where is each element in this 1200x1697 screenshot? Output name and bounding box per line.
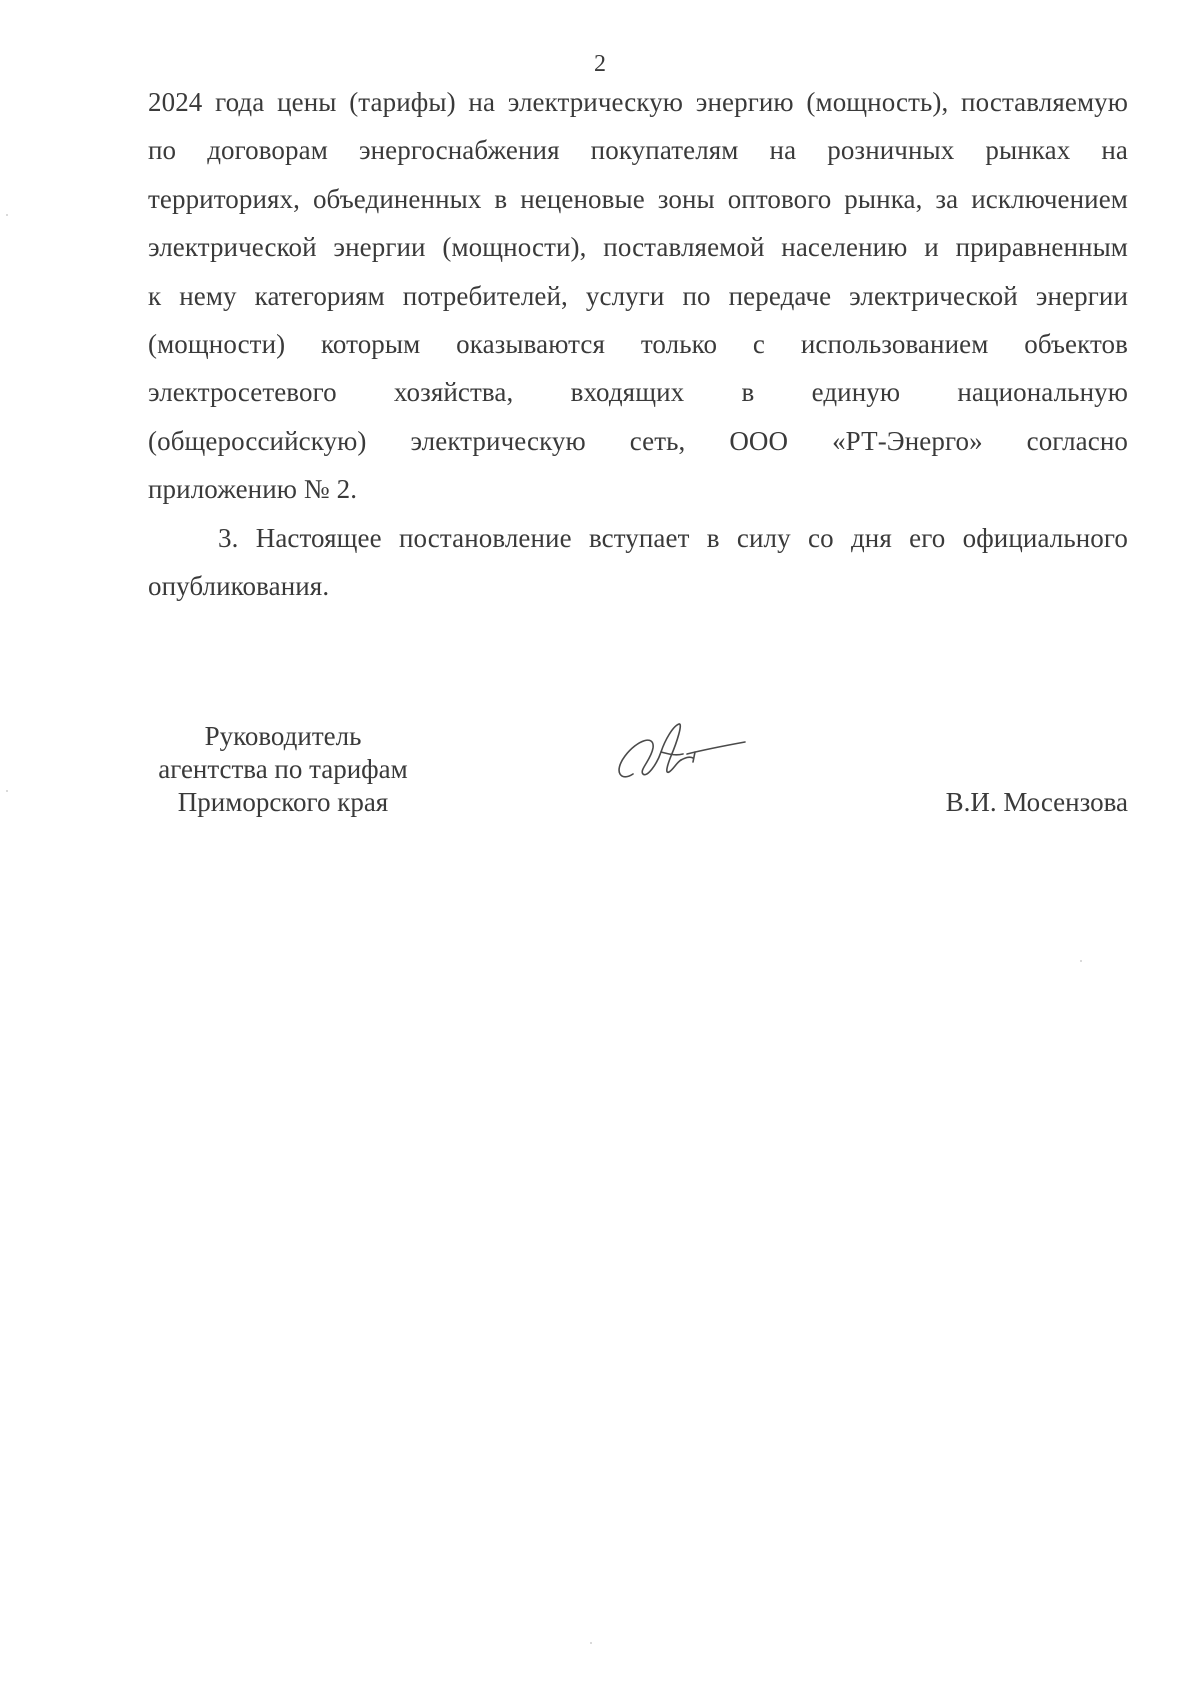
text-line: электрической энергии (мощности), поставляемой населению и приравненным <box>148 232 1128 263</box>
text-line: к нему категориям потребителей, услуги по передаче электрической энергии <box>148 280 1128 311</box>
handwritten-signature <box>603 712 753 802</box>
position-title-line: Приморского края <box>177 787 389 817</box>
text-line: территориях, объединенных в неценовые зоны оптового рынка, за исключением <box>148 183 1128 214</box>
position-title-line: Руководитель <box>204 721 362 751</box>
signature-block <box>148 720 1128 840</box>
text-line: опубликования. <box>148 570 330 601</box>
signer-name: В.И. Мосензова <box>945 787 1128 817</box>
text-line: (общероссийскую) электрическую сеть, ООО «РТ-Энерго» согласно <box>148 425 1128 456</box>
scan-artifact <box>6 790 8 792</box>
document-body <box>148 78 1128 610</box>
scan-artifact <box>6 214 8 216</box>
position-title-line: агентства по тарифам <box>158 754 408 784</box>
scan-artifact <box>1080 960 1082 962</box>
page-number: 2 <box>594 51 606 77</box>
text-line: (мощности) которым оказываются только с использованием объектов <box>148 328 1128 359</box>
scan-artifact <box>590 1642 592 1644</box>
text-line: электросетевого хозяйства, входящих в единую национальную <box>148 377 1128 408</box>
text-line: 3. Настоящее постановление вступает в силу со дня его официального <box>218 522 1128 553</box>
text-line: по договорам энергоснабжения покупателям на розничных рынках на <box>148 135 1128 166</box>
paragraph-effective-date <box>148 514 1128 611</box>
text-line: 2024 года цены (тарифы) на электрическую энергию (мощность), поставляемую <box>148 87 1128 117</box>
signer-position-title <box>148 720 418 819</box>
text-line: приложению № 2. <box>148 474 358 505</box>
paragraph-tariffs <box>148 78 1128 514</box>
